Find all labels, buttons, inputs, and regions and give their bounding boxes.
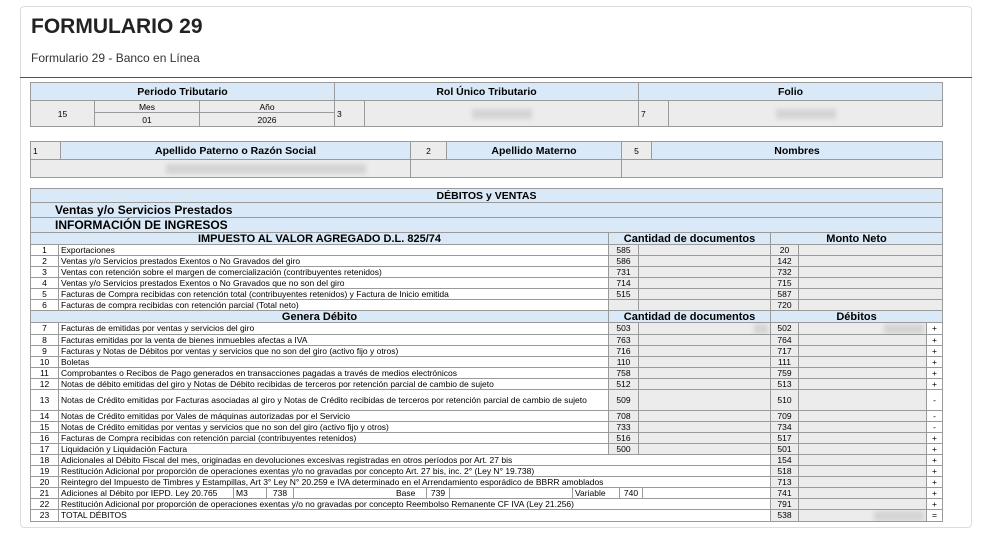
- row-number: 17: [31, 443, 59, 454]
- row-description: Ventas con retención sobre el margen de comercialización (contribuyentes retenidos): [59, 267, 609, 278]
- row-number: 1: [31, 245, 59, 256]
- periodo-code: 15: [31, 101, 95, 127]
- debit-field[interactable]: [799, 476, 927, 487]
- rut-field[interactable]: [365, 101, 639, 127]
- debit-field[interactable]: [799, 378, 927, 389]
- base-label: Base: [396, 487, 416, 498]
- debit-field[interactable]: [799, 465, 927, 476]
- sign: +: [927, 367, 943, 378]
- sign: +: [927, 323, 943, 335]
- rut-code: 3: [335, 101, 365, 127]
- debit-field[interactable]: [799, 410, 927, 421]
- quantity-code: 515: [609, 289, 639, 300]
- code-538: 538: [771, 509, 799, 521]
- redacted-total: [874, 511, 924, 521]
- row-number: 5: [31, 289, 59, 300]
- quantity-code: 509: [609, 389, 639, 410]
- row-description: Notas de Crédito emitidas por ventas y servicios que no son del giro (activo fijo y otros): [59, 421, 609, 432]
- quantity-code: 585: [609, 245, 639, 256]
- debit-field[interactable]: [799, 432, 927, 443]
- quantity-code: 708: [609, 410, 639, 421]
- info-ingresos-title: INFORMACIÓN DE INGRESOS: [31, 218, 943, 233]
- table-row: [31, 334, 943, 345]
- debit-code: 759: [771, 367, 799, 378]
- apellido-paterno-field[interactable]: [31, 160, 411, 178]
- amount-field[interactable]: [799, 289, 943, 300]
- quantity-field[interactable]: [639, 356, 771, 367]
- debit-field[interactable]: [799, 454, 927, 465]
- row-number: 14: [31, 410, 59, 421]
- table-row: [31, 389, 943, 410]
- quantity-field[interactable]: [639, 323, 771, 335]
- redacted-rut: [472, 109, 532, 119]
- sign: -: [927, 389, 943, 410]
- apellido-materno-field[interactable]: [411, 160, 622, 178]
- debit-field[interactable]: [799, 334, 927, 345]
- period-table: [30, 82, 943, 127]
- quantity-field[interactable]: [639, 378, 771, 389]
- table-row: [31, 356, 943, 367]
- sign: +: [927, 334, 943, 345]
- redacted-name: [166, 164, 366, 174]
- value-741[interactable]: [799, 487, 927, 498]
- anio-label: Año: [200, 101, 335, 113]
- row-description: Facturas de Compra recibidas con retención parcial (contribuyentes retenidos): [59, 432, 609, 443]
- sign: +: [927, 465, 943, 476]
- amount-code: 715: [771, 278, 799, 289]
- table-row: [31, 454, 943, 465]
- quantity-code: 512: [609, 378, 639, 389]
- rows-a: [31, 245, 943, 311]
- row-21-text: Adiciones al Débito por IEPD. Ley 20.765: [61, 487, 218, 498]
- quantity-field[interactable]: [639, 256, 771, 267]
- anio-field[interactable]: 2026: [200, 113, 335, 127]
- row-description: Boletas: [59, 356, 609, 367]
- empty-cell: [639, 300, 771, 311]
- sign: +: [927, 345, 943, 356]
- debit-field[interactable]: [799, 323, 927, 335]
- quantity-field[interactable]: [639, 334, 771, 345]
- rows-b: [31, 323, 943, 455]
- cantidad-header-2: Cantidad de documentos: [609, 311, 771, 323]
- debit-field[interactable]: [799, 443, 927, 454]
- table-row: [31, 476, 943, 487]
- table-row: [31, 410, 943, 421]
- quantity-code: 586: [609, 256, 639, 267]
- debit-code: 517: [771, 432, 799, 443]
- table-row: [31, 432, 943, 443]
- debitos-header: Débitos: [771, 311, 943, 323]
- empty-cell: [609, 300, 639, 311]
- rut-header: Rol Único Tributario: [335, 83, 639, 101]
- row-description: Notas de Crédito emitidas por Vales de máquinas autorizadas por el Servicio: [59, 410, 609, 421]
- apellido-paterno-header: Apellido Paterno o Razón Social: [61, 142, 411, 160]
- row-description: Restitución Adicional por proporción de operaciones exentas y/o no gravadas por concepto Reembolso Remanente CF IVA (Ley 21.256): [59, 498, 771, 509]
- debit-field[interactable]: [799, 389, 927, 410]
- debit-field[interactable]: [799, 356, 927, 367]
- row-description: Adicionales al Débito Fiscal del mes, originadas en devoluciones excesivas registradas en otros períodos por Art. 27 bis: [59, 454, 771, 465]
- sign: +: [927, 487, 943, 498]
- quantity-code: 516: [609, 432, 639, 443]
- quantity-code: 733: [609, 421, 639, 432]
- table-row: [31, 378, 943, 389]
- sign: +: [927, 432, 943, 443]
- table-row: [31, 278, 943, 289]
- row-number: 21: [31, 487, 59, 498]
- page-title: FORMULARIO 29: [31, 15, 203, 38]
- debit-code: 513: [771, 378, 799, 389]
- quantity-code: 758: [609, 367, 639, 378]
- ventas-title: Ventas y/o Servicios Prestados: [31, 203, 943, 218]
- sign: +: [927, 443, 943, 454]
- row-number: 11: [31, 367, 59, 378]
- table-row: [31, 443, 943, 454]
- debit-field[interactable]: [799, 367, 927, 378]
- debitos-table: [30, 188, 943, 522]
- cantidad-header: Cantidad de documentos: [609, 233, 771, 245]
- row-description: Comprobantes o Recibos de Pago generados en transacciones pagadas a través de medios electrónicos: [59, 367, 609, 378]
- debit-code: 518: [771, 465, 799, 476]
- row-number: 20: [31, 476, 59, 487]
- debit-code: 709: [771, 410, 799, 421]
- debit-code: 510: [771, 389, 799, 410]
- row-description: Facturas emitidas por la venta de bienes inmuebles afectas a IVA: [59, 334, 609, 345]
- quantity-code: 500: [609, 443, 639, 454]
- row-21-description: [59, 487, 771, 498]
- code-739: 739: [426, 488, 450, 498]
- sign: +: [927, 498, 943, 509]
- row-description: Facturas de emitidas por ventas y servicios del giro: [59, 323, 609, 335]
- monto-neto-header: Monto Neto: [771, 233, 943, 245]
- row-description: Ventas y/o Servicios prestados Exentos o No Gravados del giro: [59, 256, 609, 267]
- table-row: [31, 345, 943, 356]
- table-row: [31, 289, 943, 300]
- debit-code: 717: [771, 345, 799, 356]
- row-number: 16: [31, 432, 59, 443]
- table-row: [31, 300, 943, 311]
- quantity-code: 716: [609, 345, 639, 356]
- table-row: [31, 367, 943, 378]
- row-number: 19: [31, 465, 59, 476]
- row-description: Reintegro del Impuesto de Timbres y Estampillas, Art 3° Ley N° 20.259 e IVA determinado en el Arrendamiento esporádico de BBRR amoblados: [59, 476, 771, 487]
- quantity-code: 503: [609, 323, 639, 335]
- row-number: 9: [31, 345, 59, 356]
- row-number: 13: [31, 389, 59, 410]
- redacted-debit: [884, 324, 924, 334]
- row-number: 4: [31, 278, 59, 289]
- amount-field[interactable]: [799, 267, 943, 278]
- code-741: 741: [771, 487, 799, 498]
- quantity-code: 110: [609, 356, 639, 367]
- genera-debito-header: Genera Débito: [31, 311, 609, 323]
- code-791: 791: [771, 498, 799, 509]
- row-description: Notas de débito emitidas del giro y Notas de Débito recibidas de terceros por retención parcial de cambio de sujeto: [59, 378, 609, 389]
- quantity-field[interactable]: [639, 289, 771, 300]
- row-description: Facturas de compra recibidas con retención parcial (Total neto): [59, 300, 609, 311]
- amount-field[interactable]: [799, 278, 943, 289]
- quantity-field[interactable]: [639, 245, 771, 256]
- nombres-header: Nombres: [652, 142, 943, 160]
- debit-code: 111: [771, 356, 799, 367]
- quantity-field[interactable]: [639, 267, 771, 278]
- amount-code: 20: [771, 245, 799, 256]
- amount-field[interactable]: [799, 245, 943, 256]
- debit-field[interactable]: [799, 345, 927, 356]
- amount-code: 142: [771, 256, 799, 267]
- folio-field[interactable]: [669, 101, 943, 127]
- row-number: 6: [31, 300, 59, 311]
- m3-label: M3: [233, 488, 266, 498]
- apellido-materno-header: Apellido Materno: [447, 142, 622, 160]
- row-number: 2: [31, 256, 59, 267]
- row-description: Liquidación y Liquidación Factura: [59, 443, 609, 454]
- debitos-title: DÉBITOS y VENTAS: [31, 189, 943, 203]
- row-number: 15: [31, 421, 59, 432]
- name-code-1: 1: [31, 142, 61, 160]
- code-738: 738: [266, 488, 294, 498]
- row-description: Restitución Adicional por proporción de operaciones exentas y/o no gravadas por concepto Art. 27 bis, inc. 2° (Ley N° 19.738): [59, 465, 771, 476]
- debit-field[interactable]: [799, 421, 927, 432]
- rows-c: [31, 454, 943, 487]
- amount-field[interactable]: [799, 300, 943, 311]
- row-description: Ventas y/o Servicios prestados Exentos o No Gravados que no son del giro: [59, 278, 609, 289]
- sign: +: [927, 454, 943, 465]
- redacted-folio: [776, 109, 836, 119]
- amount-code: 732: [771, 267, 799, 278]
- amount-code: 587: [771, 289, 799, 300]
- iva-header: IMPUESTO AL VALOR AGREGADO D.L. 825/74: [31, 233, 609, 245]
- table-row: [31, 267, 943, 278]
- debit-code: 734: [771, 421, 799, 432]
- quantity-code: 731: [609, 267, 639, 278]
- folio-code: 7: [639, 101, 669, 127]
- debit-code: 713: [771, 476, 799, 487]
- sign: +: [927, 356, 943, 367]
- quantity-field[interactable]: [639, 389, 771, 410]
- table-row: [31, 421, 943, 432]
- quantity-field[interactable]: [639, 432, 771, 443]
- table-row: [31, 256, 943, 267]
- debit-code: 764: [771, 334, 799, 345]
- debit-code: 154: [771, 454, 799, 465]
- nombres-field[interactable]: [622, 160, 943, 178]
- row-number: 7: [31, 323, 59, 335]
- quantity-field[interactable]: [639, 367, 771, 378]
- row-number: 10: [31, 356, 59, 367]
- mes-label: Mes: [95, 101, 200, 113]
- total-debitos-value[interactable]: [799, 509, 927, 521]
- amount-code: 720: [771, 300, 799, 311]
- value-791[interactable]: [799, 498, 927, 509]
- amount-field[interactable]: [799, 256, 943, 267]
- row-number: 12: [31, 378, 59, 389]
- header-divider: [20, 77, 972, 78]
- sign: -: [927, 421, 943, 432]
- name-code-5: 5: [622, 142, 652, 160]
- sign: +: [927, 476, 943, 487]
- quantity-field[interactable]: [639, 345, 771, 356]
- table-row: [31, 245, 943, 256]
- quantity-field[interactable]: [639, 443, 771, 454]
- quantity-field[interactable]: [639, 278, 771, 289]
- page-subtitle: Formulario 29 - Banco en Línea: [31, 51, 200, 65]
- code-740: 740: [619, 488, 643, 498]
- row-number: 8: [31, 334, 59, 345]
- folio-header: Folio: [639, 83, 943, 101]
- variable-label: Variable: [572, 488, 619, 498]
- name-code-2: 2: [411, 142, 447, 160]
- quantity-field[interactable]: [639, 410, 771, 421]
- row-description: Notas de Crédito emitidas por Facturas asociadas al giro y Notas de Crédito recibidas de terceros por retención parcial de cambio de sujeto: [59, 389, 609, 410]
- debit-code: 502: [771, 323, 799, 335]
- table-row: [31, 465, 943, 476]
- row-description: Exportaciones: [59, 245, 609, 256]
- quantity-code: 714: [609, 278, 639, 289]
- row-number: 23: [31, 509, 59, 521]
- mes-field[interactable]: 01: [95, 113, 200, 127]
- quantity-field[interactable]: [639, 421, 771, 432]
- redacted-quantity: [754, 324, 768, 334]
- row-number: 3: [31, 267, 59, 278]
- sign: -: [927, 410, 943, 421]
- row-number: 22: [31, 498, 59, 509]
- names-table: [30, 141, 943, 178]
- sign: =: [927, 509, 943, 521]
- row-description: Facturas de Compra recibidas con retención total (contribuyentes retenidos) y Factura de Inicio emitida: [59, 289, 609, 300]
- table-row: [31, 323, 943, 335]
- row-description: Facturas y Notas de Débitos por ventas y servicios que no son del giro (activo fijo y otros): [59, 345, 609, 356]
- sign: +: [927, 378, 943, 389]
- quantity-code: 763: [609, 334, 639, 345]
- total-debitos-label: TOTAL DÉBITOS: [59, 509, 771, 521]
- row-number: 18: [31, 454, 59, 465]
- periodo-header: Periodo Tributario: [31, 83, 335, 101]
- debit-code: 501: [771, 443, 799, 454]
